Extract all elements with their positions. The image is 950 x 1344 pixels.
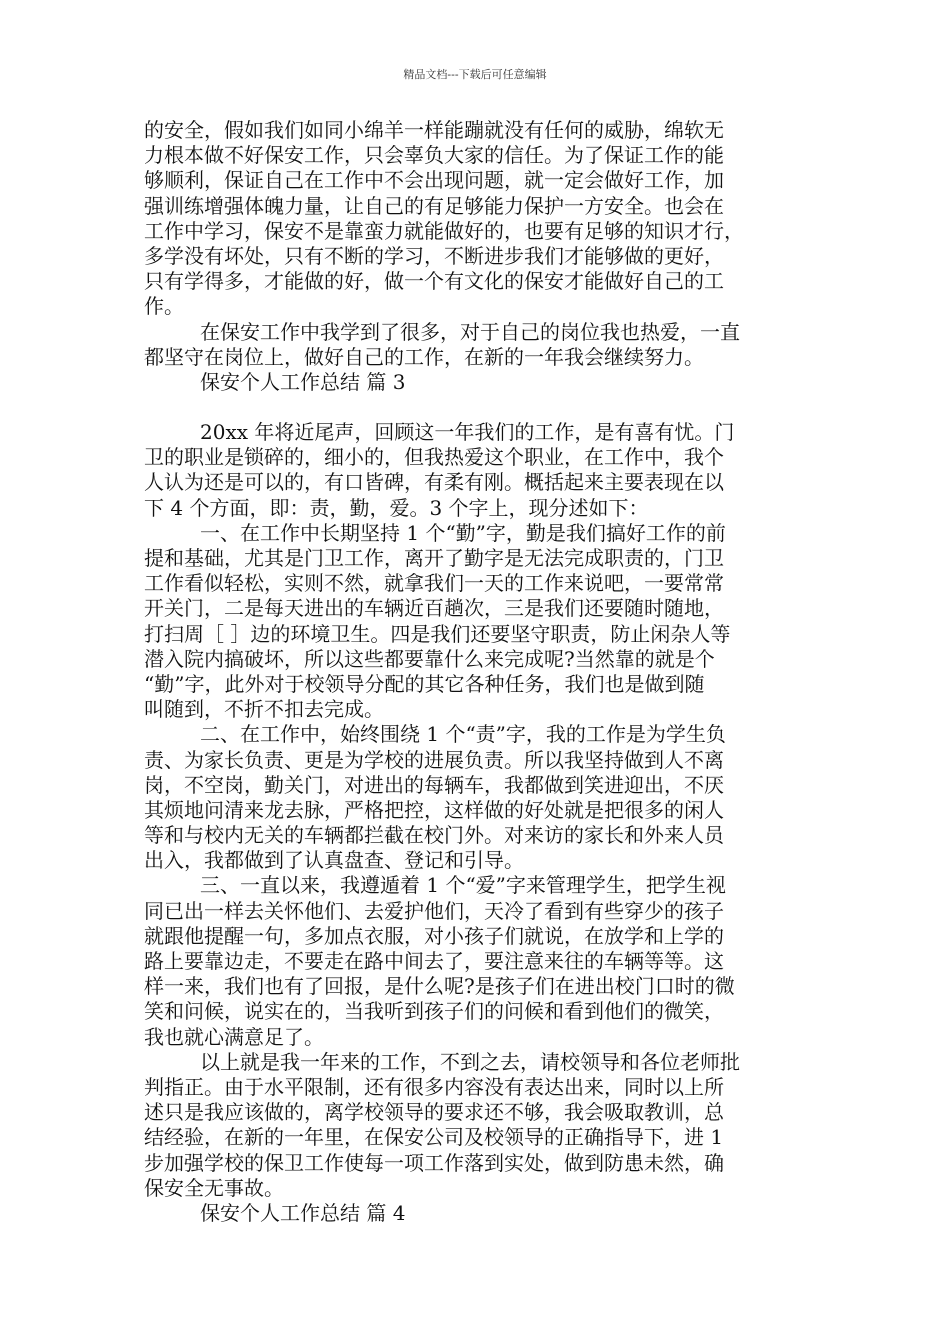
text-line: 下 4 个方面，即：责，勤，爱。3 个字上，现分述如下： xyxy=(144,495,649,520)
text-line: 人认为还是可以的，有口皆碑，有柔有刚。概括起来主要表现在以 xyxy=(144,470,724,495)
text-line: 述只是我应该做的，离学校领导的要求还不够，我会吸取教训，总 xyxy=(144,1100,724,1125)
text-line: 在保安工作中我学到了很多，对于自己的岗位我也热爱，一直 xyxy=(200,319,740,344)
text-line: 工作看似轻松，实则不然，就拿我们一天的工作来说吧，一要常常 xyxy=(144,571,724,596)
text-line: 其烦地问清来龙去脉，严格把控，这样做的好处就是把很多的闲人 xyxy=(144,797,724,822)
text-line: 都坚守在岗位上，做好自己的工作，在新的一年我会继续努力。 xyxy=(144,344,704,369)
text-line: 卫的职业是锁碎的，细小的，但我热爱这个职业，在工作中，我个 xyxy=(144,445,724,470)
text-line: 以上就是我一年来的工作，不到之去，请校领导和各位老师批 xyxy=(200,1049,740,1074)
text-line: 结经验，在新的一年里，在保安公司及校领导的正确指导下，进 1 xyxy=(144,1125,724,1150)
text-line: “勤”字，此外对于校领导分配的其它各种任务，我们也是做到随 xyxy=(144,671,705,696)
text-line: 保安个人工作总结 篇 3 xyxy=(200,369,406,394)
text-line: 出入，我都做到了认真盘查、登记和引导。 xyxy=(144,848,524,873)
text-line: 我也就心满意足了。 xyxy=(144,1024,324,1049)
text-line: 就跟他提醒一句，多加点衣服，对小孩子们就说，在放学和上学的 xyxy=(144,923,724,948)
text-line: 等和与校内无关的车辆都拦截在校门外。对来访的家长和外来人员 xyxy=(144,823,724,848)
text-line: 作。 xyxy=(144,294,184,319)
text-line: 20xx 年将近尾声，回顾这一年我们的工作，是有喜有忧。门 xyxy=(200,420,735,445)
text-line: 打扫周［ ］边的环境卫生。四是我们还要坚守职责，防止闲杂人等 xyxy=(144,621,731,646)
text-line: 岗，不空岗，勤关门，对进出的每辆车，我都做到笑进迎出，不厌 xyxy=(144,772,724,797)
text-line: 开关门，二是每天进出的车辆近百趟次，三是我们还要随时随地， xyxy=(144,596,724,621)
page-header: 精品文档---下载后可任意编辑 xyxy=(403,68,547,81)
text-line: 工作中学习，保安不是靠蛮力就能做好的，也要有足够的知识才行， xyxy=(144,218,744,243)
text-line: 笑和问候，说实在的，当我听到孩子们的问候和看到他们的微笑， xyxy=(144,999,724,1024)
text-line: 同已出一样去关怀他们、去爱护他们，天冷了看到有些穿少的孩子 xyxy=(144,898,724,923)
text-line: 保安全无事故。 xyxy=(144,1175,284,1200)
text-line: 步加强学校的保卫工作使每一项工作落到实处，做到防患未然，确 xyxy=(144,1150,724,1175)
text-line: 只有学得多，才能做的好，做一个有文化的保安才能做好自己的工 xyxy=(144,269,724,294)
blank-line xyxy=(144,395,816,420)
document-body xyxy=(144,118,816,1226)
text-line: 力根本做不好保安工作，只会辜负大家的信任。为了保证工作的能 xyxy=(144,143,724,168)
text-line: 提和基础，尤其是门卫工作，离开了勤字是无法完成职责的，门卫 xyxy=(144,546,724,570)
text-line: 潜入院内搞破坏，所以这些都要靠什么来完成呢?当然靠的就是个 xyxy=(144,646,715,671)
text-line: 够顺利，保证自己在工作中不会出现问题，就一定会做好工作，加 xyxy=(144,168,724,193)
text-line: 路上要靠边走，不要走在路中间去了，要注意来往的车辆等等。这 xyxy=(144,949,724,973)
text-line: 判指正。由于水平限制，还有很多内容没有表达出来，同时以上所 xyxy=(144,1074,724,1099)
text-line: 责、为家长负责、更是为学校的进展负责。所以我坚持做到人不离 xyxy=(144,747,724,772)
text-line: 保安个人工作总结 篇 4 xyxy=(200,1200,406,1225)
text-line: 叫随到，不折不扣去完成。 xyxy=(144,697,384,722)
text-line: 强训练增强体魄力量，让自己的有足够能力保护一方安全。也会在 xyxy=(144,193,724,218)
text-line: 样一来，我们也有了回报，是什么呢?是孩子们在进出校门口时的微 xyxy=(144,974,735,999)
text-line: 三、一直以来，我遵遁着 1 个“爱”字来管理学生，把学生视 xyxy=(200,873,726,898)
text-line: 的安全，假如我们如同小绵羊一样能蹦就没有任何的威胁，绵软无 xyxy=(144,118,724,142)
text-line: 多学没有坏处，只有不断的学习，不断进步我们才能够做的更好， xyxy=(144,243,724,268)
text-line: 二、在工作中，始终围绕 1 个“责”字，我的工作是为学生负 xyxy=(200,722,726,747)
text-line: 一、在工作中长期坚持 1 个“勤”字，勤是我们搞好工作的前 xyxy=(200,520,726,545)
